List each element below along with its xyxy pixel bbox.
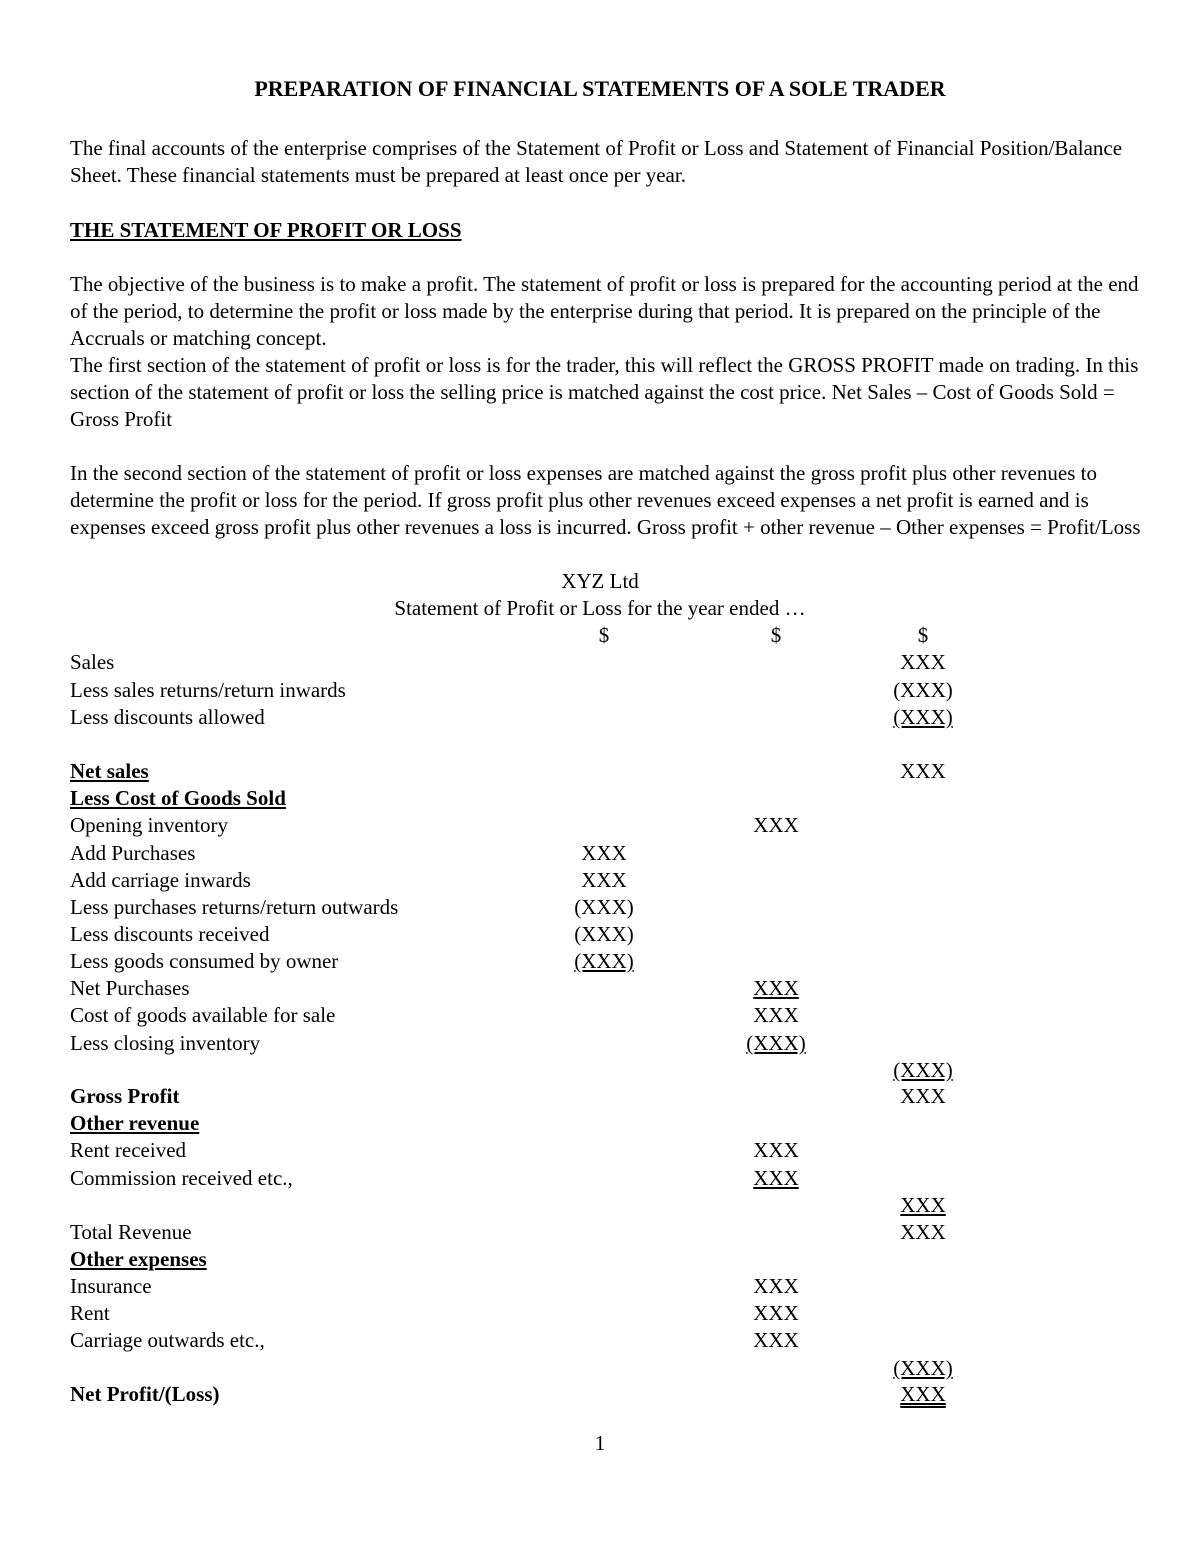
statement-subtitle: Statement of Profit or Loss for the year ended … <box>394 596 806 620</box>
amount-col2: XXX <box>753 1138 799 1162</box>
statement-row <box>0 758 1200 785</box>
row-label: Gross Profit <box>70 1084 180 1108</box>
statement-row <box>0 840 1200 867</box>
objective-paragraph <box>70 271 1145 433</box>
row-label: Sales <box>70 650 115 674</box>
amount-col1: (XXX) <box>574 922 634 946</box>
statement-row <box>0 921 1200 948</box>
amount-col1: XXX <box>581 841 627 865</box>
row-label: Other revenue <box>70 1111 200 1135</box>
statement-row <box>0 1002 1200 1029</box>
currency-header: $ <box>770 623 782 647</box>
statement-row <box>0 1057 1200 1084</box>
row-label: Insurance <box>70 1274 152 1298</box>
amount-col3: XXX <box>900 1084 946 1108</box>
statement-row <box>0 1030 1200 1057</box>
second-section-paragraph <box>70 460 1145 541</box>
row-label: Total Revenue <box>70 1220 192 1244</box>
row-label: Other expenses <box>70 1247 207 1271</box>
statement-row <box>0 1355 1200 1382</box>
row-label: Less Cost of Goods Sold <box>70 786 286 810</box>
intro-paragraph <box>70 135 1145 189</box>
statement-row <box>0 1192 1200 1219</box>
statement-row <box>0 975 1200 1002</box>
row-label: Commission received etc., <box>70 1166 293 1190</box>
amount-col2: XXX <box>753 1166 799 1190</box>
amount-col3: (XXX) <box>893 1058 953 1082</box>
statement-row <box>0 894 1200 921</box>
row-label: Less goods consumed by owner <box>70 949 339 973</box>
page-title: PREPARATION OF FINANCIAL STATEMENTS OF A SOLE TRADER <box>254 76 946 101</box>
statement-row <box>0 867 1200 894</box>
amount-col3: XXX <box>900 650 946 674</box>
statement-row <box>0 1381 1200 1408</box>
paragraph-objective: The objective of the business is to make a profit. The statement of profit or loss is prepared for the accounting period at the end of the period, to determine the profit or loss made by the enterprise during that period. It is prepared on the principle of the Accruals or matching concept. <box>70 272 1139 350</box>
row-label: Less sales returns/return inwards <box>70 678 346 702</box>
statement-row <box>0 1137 1200 1164</box>
amount-col2: XXX <box>753 1328 799 1352</box>
amount-col2: XXX <box>753 1003 799 1027</box>
amount-col2: XXX <box>753 1301 799 1325</box>
row-label: Net Purchases <box>70 976 190 1000</box>
row-label: Carriage outwards etc., <box>70 1328 265 1352</box>
amount-col3: (XXX) <box>893 678 953 702</box>
amount-col2: (XXX) <box>746 1031 806 1055</box>
row-label: Less closing inventory <box>70 1031 261 1055</box>
amount-col2: XXX <box>753 1274 799 1298</box>
amount-col2: XXX <box>753 976 799 1000</box>
company-name: XYZ Ltd <box>561 569 639 593</box>
statement-row <box>0 1327 1200 1354</box>
statement-row <box>0 1246 1200 1273</box>
statement-row <box>0 1110 1200 1137</box>
row-label: Net Profit/(Loss) <box>70 1382 220 1406</box>
currency-header-row <box>0 622 1200 649</box>
row-label: Rent received <box>70 1138 187 1162</box>
row-label: Less discounts allowed <box>70 705 265 729</box>
amount-col3: (XXX) <box>893 705 953 729</box>
section-heading: THE STATEMENT OF PROFIT OR LOSS <box>70 218 462 242</box>
statement-row <box>0 812 1200 839</box>
amount-col3: XXX <box>900 1220 946 1244</box>
amount-col3: XXX <box>900 1382 946 1406</box>
row-label: Add Purchases <box>70 841 196 865</box>
statement-row <box>0 1083 1200 1110</box>
intro-text: The final accounts of the enterprise comprises of the Statement of Profit or Loss and Statement of Financial Position/Balance Sheet. These financial statements must be prepared at least once per year. <box>70 136 1123 187</box>
statement-row <box>0 1300 1200 1327</box>
statement-row <box>0 649 1200 676</box>
row-label: Opening inventory <box>70 813 229 837</box>
row-label: Less discounts received <box>70 922 270 946</box>
statement-row <box>0 785 1200 812</box>
statement-row <box>0 704 1200 731</box>
currency-header: $ <box>598 623 610 647</box>
amount-col2: XXX <box>753 813 799 837</box>
statement-row <box>0 677 1200 704</box>
row-label: Cost of goods available for sale <box>70 1003 336 1027</box>
amount-col3: XXX <box>900 1193 946 1217</box>
statement-row <box>0 1273 1200 1300</box>
paragraph-first-section: The first section of the statement of profit or loss is for the trader, this will reflect the GROSS PROFIT made on trading. In this section of the statement of profit or loss the selling price is matched against the cost price. Net Sales – Cost of Goods Sold = Gross Profit <box>70 353 1139 431</box>
statement-row <box>0 1219 1200 1246</box>
statement-row <box>0 1165 1200 1192</box>
row-label: Net sales <box>70 759 149 783</box>
amount-col1: XXX <box>581 868 627 892</box>
paragraph-second-section: In the second section of the statement of profit or loss expenses are matched against the gross profit plus other revenues to determine the profit or loss for the period. If gross profit plus other revenues exceed expenses a net profit is earned and is expenses exceed gross profit plus other revenues a loss is incurred. Gross profit + other revenue – Other expenses = Profit/Loss <box>70 461 1141 539</box>
row-label: Add carriage inwards <box>70 868 251 892</box>
row-label: Rent <box>70 1301 110 1325</box>
amount-col3: XXX <box>900 759 946 783</box>
amount-col3: (XXX) <box>893 1356 953 1380</box>
currency-header: $ <box>917 623 929 647</box>
amount-col1: (XXX) <box>574 895 634 919</box>
amount-col1: (XXX) <box>574 949 634 973</box>
row-label: Less purchases returns/return outwards <box>70 895 399 919</box>
statement-row <box>0 948 1200 975</box>
page-number: 1 <box>594 1431 606 1455</box>
